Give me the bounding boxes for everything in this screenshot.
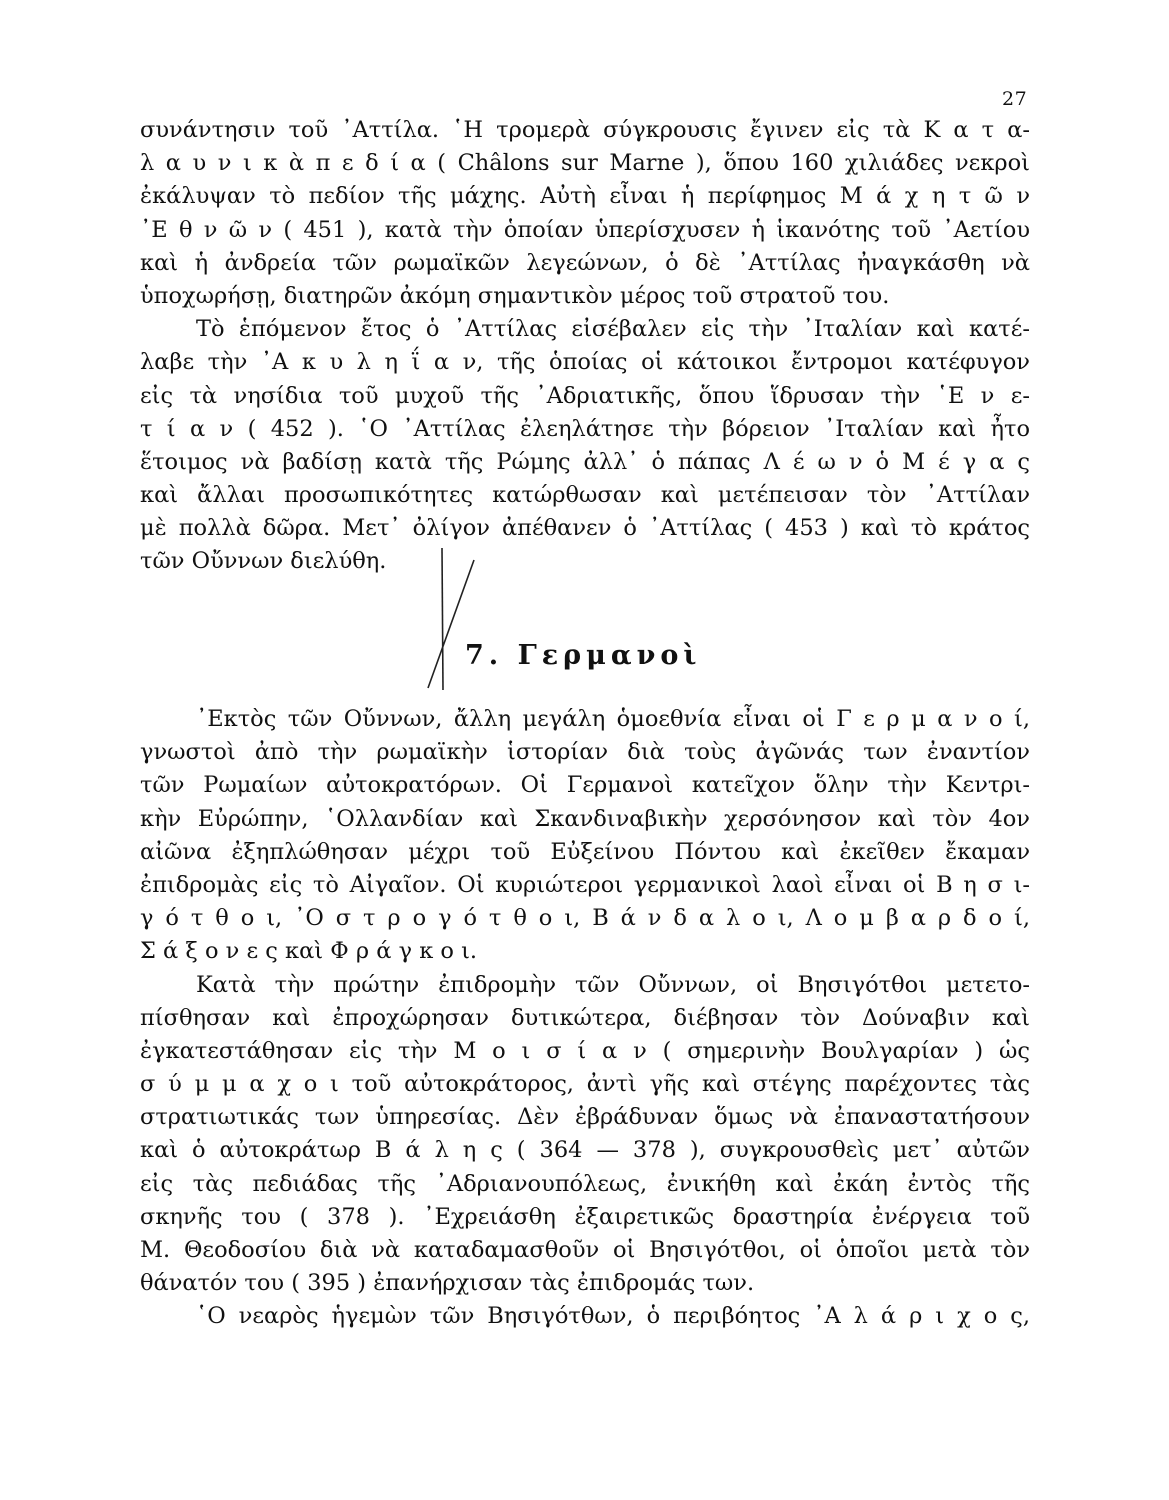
paragraph [140, 1300, 1030, 1333]
text-line: θάνατόν του ( 395 ) ἐπανήρχισαν τὰς ἐπιδρομάς των. [140, 1270, 755, 1297]
text-line: αἰῶνα ἐξηπλώθησαν μέχρι τοῦ Εὐξείνου Πόντου καὶ ἐκεῖθεν ἔκαμαν [140, 838, 1030, 865]
text-line: συνάντησιν τοῦ ᾿Αττίλα. ῾Η τρομερὰ σύγκρουσις ἔγινεν εἰς τὰ Κ α τ α- [140, 117, 1030, 143]
paragraph [140, 703, 1030, 969]
text-line: ᾿Εκτὸς τῶν Οὔννων, ἄλλη μεγάλη ὁμοεθνία εἶναι οἱ Γ ε ρ μ α ν ο ί, [196, 706, 1030, 732]
text-line: Τὸ ἑπόμενον ἔτος ὁ ᾿Αττίλας εἰσέβαλεν εἰς τὴν ᾿Ιταλίαν καὶ κατέ- [196, 316, 1030, 343]
page-number: 27 [1002, 88, 1028, 110]
text-line: εἰς τὰς πεδιάδας τῆς ᾿Αδριανουπόλεως, ἐνικήθη καὶ ἐκάη ἐντὸς τῆς [140, 1170, 1030, 1197]
text-line: μὲ πολλὰ δῶρα. Μετ᾿ ὀλίγον ἀπέθανεν ὁ ᾿Αττίλας ( 453 ) καὶ τὸ κράτος [140, 515, 1030, 542]
text-line: πίσθησαν καὶ ἐπροχώρησαν δυτικώτερα, διέβησαν τὸν Δούναβιν καὶ [140, 1004, 1030, 1031]
text-line: ἐκάλυψαν τὸ πεδίον τῆς μάχης. Αὐτὴ εἶναι ἡ περίφημος Μ ά χ η τ ῶ ν [140, 183, 1030, 210]
text-after-heading [140, 703, 1030, 1334]
text-line: στρατιωτικάς των ὑπηρεσίας. Δὲν ἐβράδυναν ὅμως νὰ ἐπαναστατήσουν [140, 1104, 1030, 1131]
paragraph [140, 969, 1030, 1301]
text-line: καὶ ὁ αὐτοκράτωρ Β ά λ η ς ( 364 — 378 ), συγκρουσθεὶς μετ᾿ αὐτῶν [140, 1137, 1030, 1164]
text-line: Μ. Θεοδοσίου διὰ νὰ καταδαμασθοῦν οἱ Βησιγότθοι, οἱ ὁποῖοι μετὰ τὸν [140, 1237, 1030, 1263]
text-line: ᾿Ε θ ν ῶ ν ( 451 ), κατὰ τὴν ὁποίαν ὑπερίσχυσεν ἡ ἱκανότης τοῦ ᾿Αετίου [140, 216, 1030, 243]
text-line: καὶ ἄλλαι προσωπικότητες κατώρθωσαν καὶ μετέπεισαν τὸν ᾿Αττίλαν [140, 482, 1030, 509]
text-line: λ α υ ν ι κ ὰ π ε δ ί α ( Châlons sur Marne ), ὅπου 160 χιλιάδες νεκροὶ [140, 150, 1030, 177]
text-line: Σ ά ξ ο ν ε ς καὶ Φ ρ ά γ κ ο ι. [140, 938, 478, 965]
text-line: σκηνῆς του ( 378 ). ᾿Εχρειάσθη ἐξαιρετικῶς δραστηρία ἐνέργεια τοῦ [140, 1203, 1030, 1230]
text-line: ἐπιδρομὰς εἰς τὸ Αἰγαῖον. Οἱ κυριώτεροι γερμανικοὶ λαοὶ εἶναι οἱ Β η σ ι- [140, 871, 1030, 898]
text-line: τ ί α ν ( 452 ). ῾Ο ᾿Αττίλας ἐλεηλάτησε τὴν βόρειον ᾿Ιταλίαν καὶ ἦτο [140, 415, 1030, 442]
text-line: γνωστοὶ ἀπὸ τὴν ρωμαϊκὴν ἱστορίαν διὰ τοὺς ἀγῶνάς των ἐναντίον [140, 739, 1030, 766]
text-line: ἕτοιμος νὰ βαδίσῃ κατὰ τῆς Ρώμης ἀλλ᾿ ὁ πάπας Λ έ ω ν ὁ Μ έ γ α ς [140, 448, 1030, 475]
text-line: εἰς τὰ νησίδια τοῦ μυχοῦ τῆς ᾿Αδριατικῆς, ὅπου ἵδρυσαν τὴν ῾Ε ν ε- [140, 382, 1030, 409]
paragraph [140, 114, 1030, 313]
text-line: γ ό τ θ ο ι, ᾿Ο σ τ ρ ο γ ό τ θ ο ι, Β ά ν δ α λ ο ι, Λ ο μ β α ρ δ ο ί, [140, 905, 1030, 932]
text-line: τῶν Ρωμαίων αὐτοκρατόρων. Οἱ Γερμανοὶ κατεῖχον ὅλην τὴν Κεντρι- [140, 772, 1030, 799]
text-line: καὶ ἡ ἀνδρεία τῶν ρωμαϊκῶν λεγεώνων, ὁ δὲ ᾿Αττίλας ἠναγκάσθη νὰ [140, 249, 1030, 276]
text-line: ῾Ο νεαρὸς ἡγεμὼν τῶν Βησιγότθων, ὁ περιβόητος ᾿Α λ ά ρ ι χ ο ς, [196, 1303, 1030, 1330]
text-line: κὴν Εὐρώπην, ῾Ολλανδίαν καὶ Σκανδιναβικὴν χερσόνησον καὶ τὸν 4ον [140, 805, 1030, 832]
text-line: τῶν Οὔννων διελύθη. [140, 548, 387, 575]
text-line: Κατὰ τὴν πρώτην ἐπιδρομὴν τῶν Οὔννων, οἱ Βησιγότθοι μετετο- [196, 971, 1030, 998]
text-line: ἐγκατεστάθησαν εἰς τὴν Μ ο ι σ ί α ν ( σημερινὴν Βουλγαρίαν ) ὡς [140, 1037, 1030, 1064]
text-before-heading [140, 114, 1030, 579]
text-line: λαβε τὴν ᾿Α κ υ λ η ΐ α ν, τῆς ὁποίας οἱ κάτοικοι ἔντρομοι κατέφυγον [140, 349, 1030, 376]
section-heading: 7. Γερμανοὶ [465, 640, 702, 671]
text-line: ὑποχωρήσῃ, διατηρῶν ἀκόμη σημαντικὸν μέρος τοῦ στρατοῦ του. [140, 282, 890, 309]
text-line: σ ύ μ μ α χ ο ι τοῦ αὐτοκράτορος, ἀντὶ γῆς καὶ στέγης παρέχοντες τὰς [140, 1071, 1030, 1098]
paragraph [140, 313, 1030, 579]
